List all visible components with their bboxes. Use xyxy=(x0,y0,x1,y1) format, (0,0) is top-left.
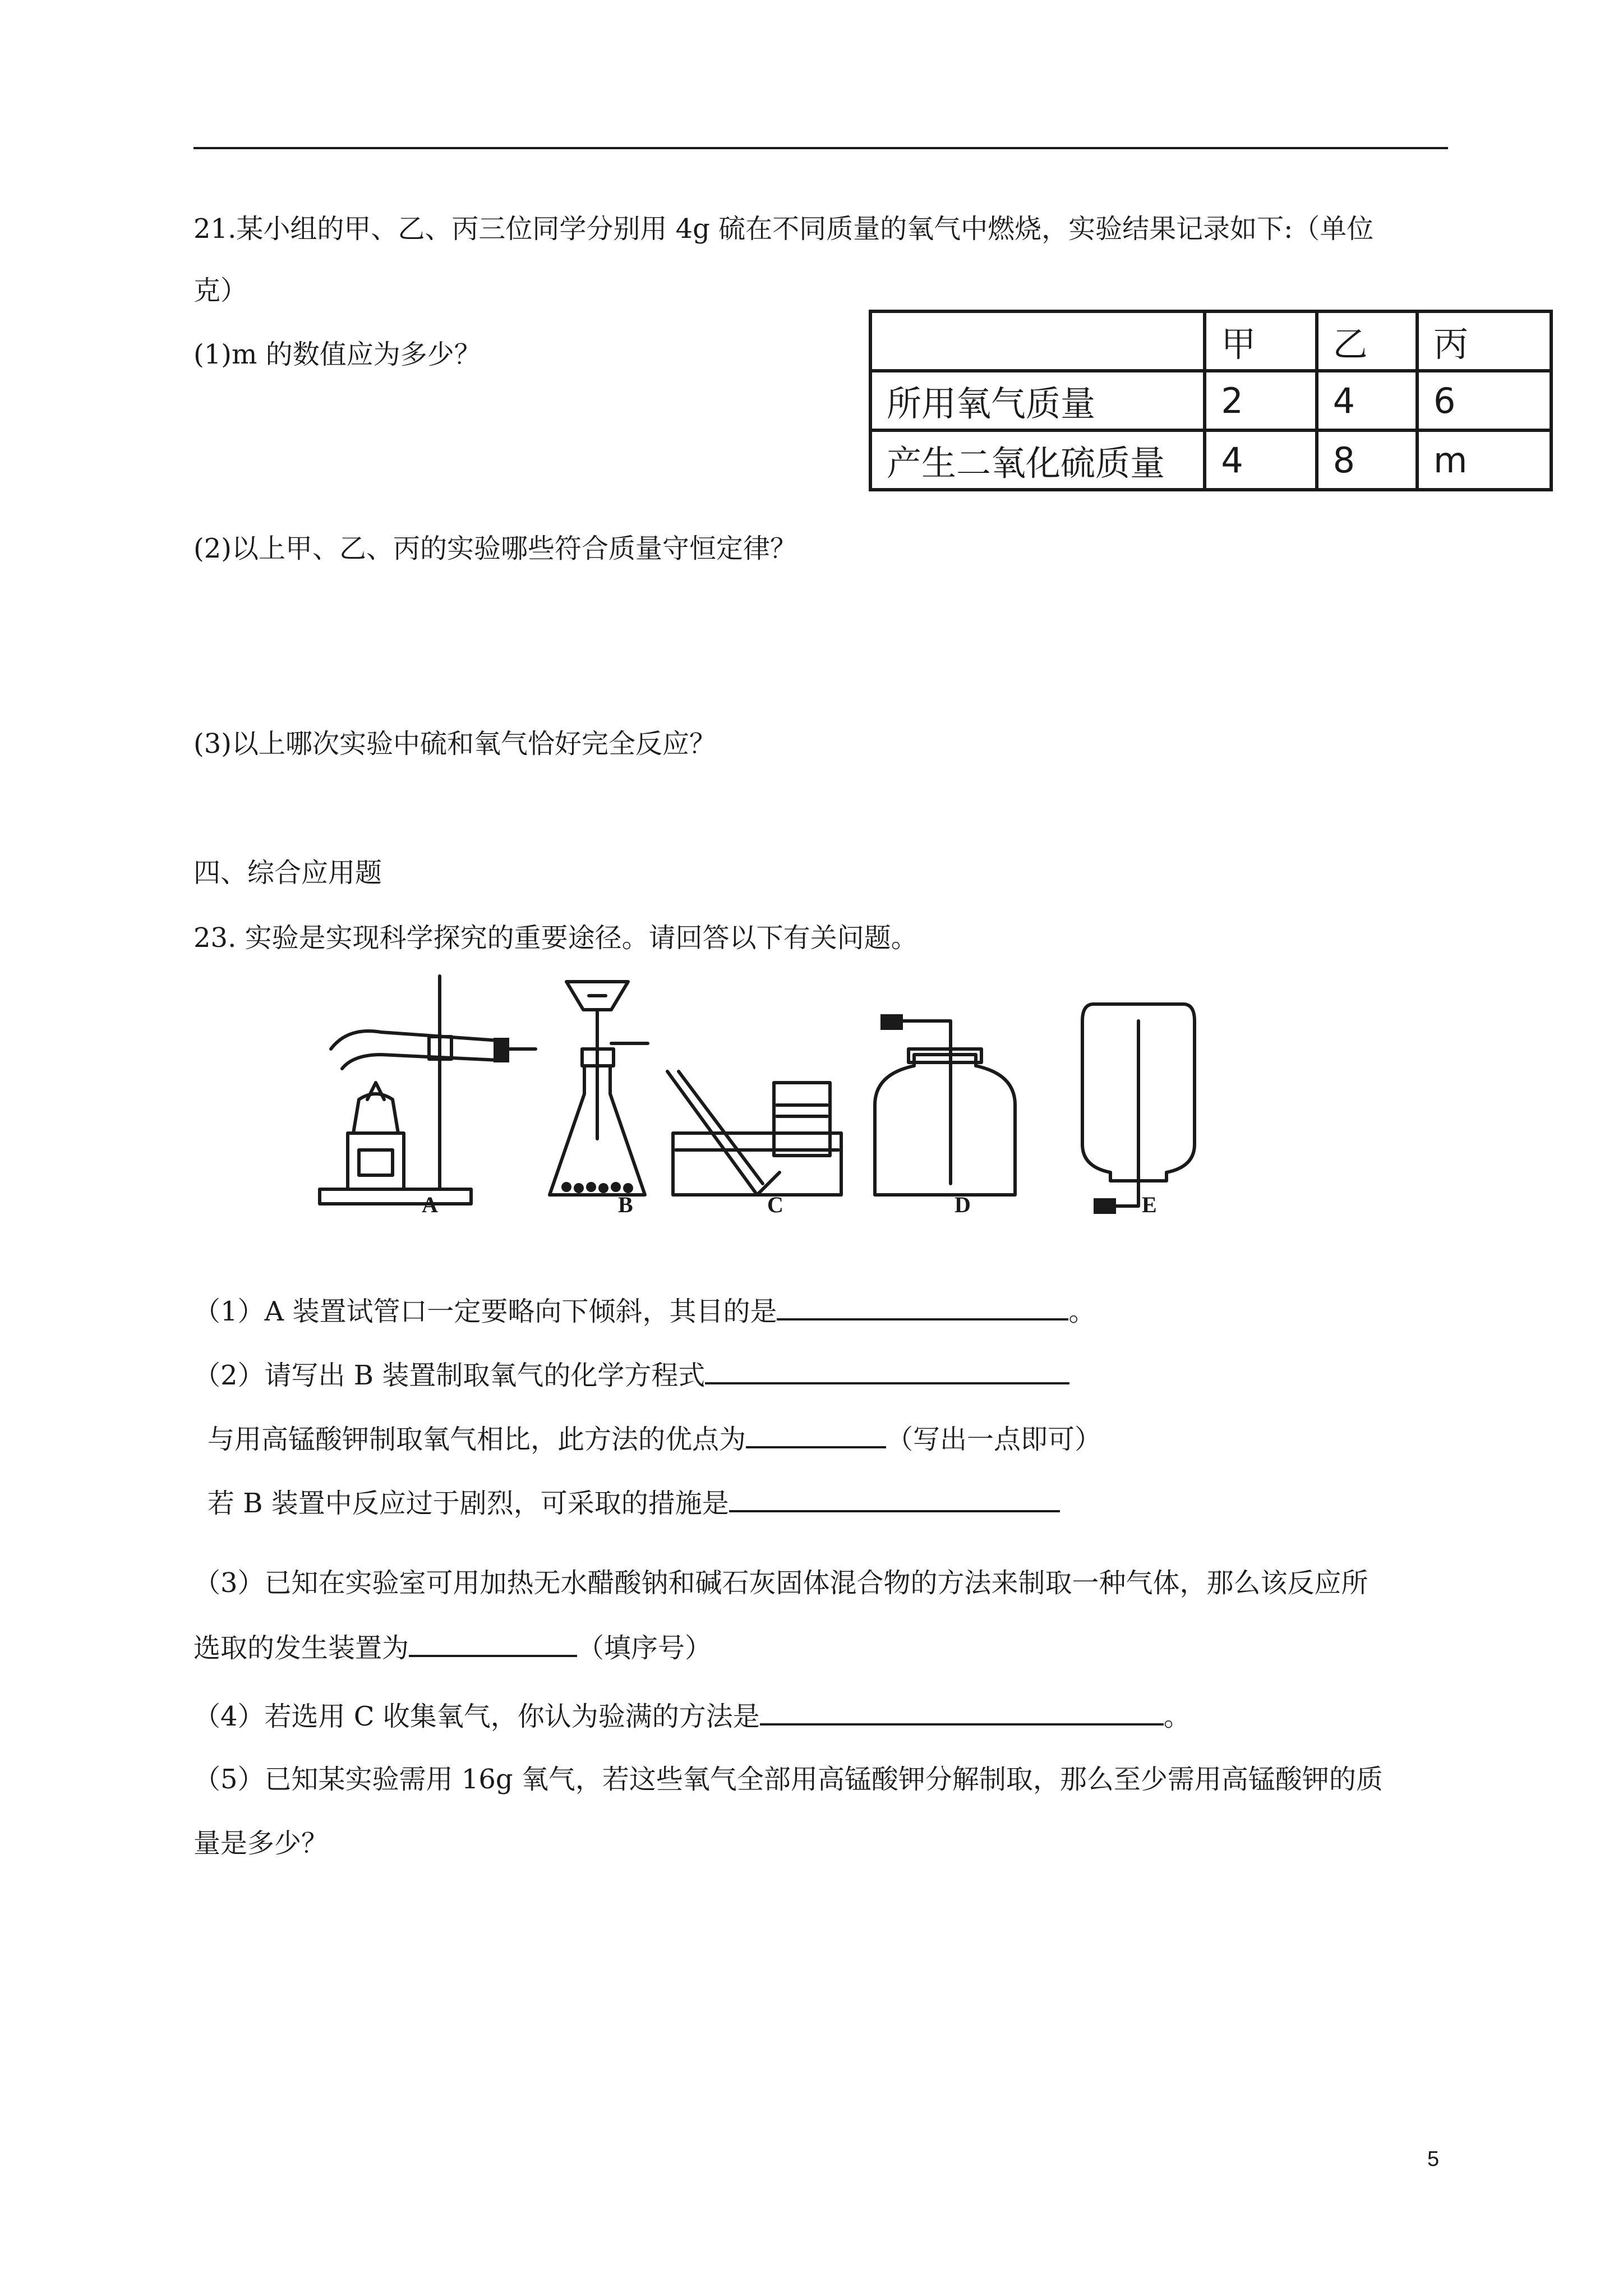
apparatus-figure xyxy=(314,970,1211,1223)
q23-part5-line1: （5）已知某实验需用 16g 氧气，若这些氧气全部用高锰酸钾分解制取，那么至少需用高锰酸钾的质 xyxy=(193,1764,1383,1795)
q23-stem: 23. 实验是实现科学探究的重要途径。请回答以下有关问题。 xyxy=(193,922,918,954)
table-cell: 所用氧气质量 xyxy=(870,371,1205,430)
answer-blank[interactable] xyxy=(705,1356,1069,1384)
q23-part1-end: 。 xyxy=(1068,1296,1096,1327)
q23-part2b-note: （写出一点即可） xyxy=(886,1424,1102,1455)
apparatus-c-icon xyxy=(667,1071,841,1195)
answer-blank[interactable] xyxy=(777,1292,1068,1320)
q23-part4-end: 。 xyxy=(1163,1701,1191,1732)
q23-part3-line1: （3）已知在实验室可用加热无水醋酸钠和碱石灰固体混合物的方法来制取一种气体，那么该反应所 xyxy=(193,1567,1368,1599)
figure-label-b: B xyxy=(618,1192,633,1217)
q23-part2c-text: 若 B 装置中反应过于剧烈，可采取的措施是 xyxy=(208,1488,729,1519)
q23-part5-line2: 量是多少？ xyxy=(193,1828,329,1859)
q23-part2-text: （2）请写出 B 装置制取氧气的化学方程式 xyxy=(193,1360,706,1391)
table-cell: 6 xyxy=(1417,371,1551,430)
q23-part2c xyxy=(208,1484,1060,1521)
q21-sub3: (3)以上哪次实验中硫和氧气恰好完全反应？ xyxy=(193,728,716,760)
figure-label-d: D xyxy=(955,1192,971,1217)
q23-part3-line2 xyxy=(193,1629,712,1666)
q23-part2b xyxy=(208,1420,1101,1457)
figure-label-c: C xyxy=(767,1192,783,1217)
q21-sub1: (1)m 的数值应为多少？ xyxy=(193,339,481,370)
table-row xyxy=(870,371,1551,430)
table-header-yi: 乙 xyxy=(1317,311,1417,371)
q21-stem-line2: 克） xyxy=(193,275,248,306)
q23-part4-text: （4）若选用 C 收集氧气，你认为验满的方法是 xyxy=(193,1701,760,1732)
q21-sub2: (2)以上甲、乙、丙的实验哪些符合质量守恒定律？ xyxy=(193,533,797,564)
q21-data-table xyxy=(869,310,1553,491)
section-title: 四、综合应用题 xyxy=(193,857,382,889)
q23-part3-note: （填序号） xyxy=(577,1632,712,1664)
q23-part2 xyxy=(193,1356,1069,1393)
q23-part4 xyxy=(193,1697,1191,1734)
table-cell: 4 xyxy=(1205,430,1316,490)
apparatus-b-icon xyxy=(550,982,648,1195)
figure-label-a: A xyxy=(422,1192,438,1217)
figure-label-e: E xyxy=(1142,1192,1157,1217)
q21-stem-line1: 21.某小组的甲、乙、丙三位同学分别用 4g 硫在不同质量的氧气中燃烧，实验结果记录如下:（单位 xyxy=(193,213,1374,245)
answer-blank[interactable] xyxy=(729,1484,1060,1512)
table-cell: 产生二氧化硫质量 xyxy=(870,430,1205,490)
page-number: 5 xyxy=(1427,2147,1440,2171)
q23-part3-text: 选取的发生装置为 xyxy=(193,1632,409,1664)
table-header-jia: 甲 xyxy=(1205,311,1316,371)
apparatus-e-icon xyxy=(1082,1004,1195,1214)
header-rule xyxy=(193,147,1448,149)
table-cell: 8 xyxy=(1317,430,1417,490)
answer-blank[interactable] xyxy=(760,1697,1164,1726)
q23-part1 xyxy=(193,1292,1095,1329)
table-header-bing: 丙 xyxy=(1417,311,1551,371)
table-header-row xyxy=(870,311,1551,371)
answer-blank[interactable] xyxy=(409,1629,577,1657)
table-row xyxy=(870,430,1551,490)
table-cell: 4 xyxy=(1317,371,1417,430)
table-cell: m xyxy=(1417,430,1551,490)
q23-part1-text: （1）A 装置试管口一定要略向下倾斜，其目的是 xyxy=(193,1296,777,1327)
q23-part2b-text: 与用高锰酸钾制取氧气相比，此方法的优点为 xyxy=(208,1424,746,1455)
table-cell xyxy=(870,311,1205,371)
table-cell: 2 xyxy=(1205,371,1316,430)
apparatus-a-icon xyxy=(320,976,536,1204)
apparatus-d-icon xyxy=(875,1014,1015,1195)
answer-blank[interactable] xyxy=(746,1420,886,1448)
